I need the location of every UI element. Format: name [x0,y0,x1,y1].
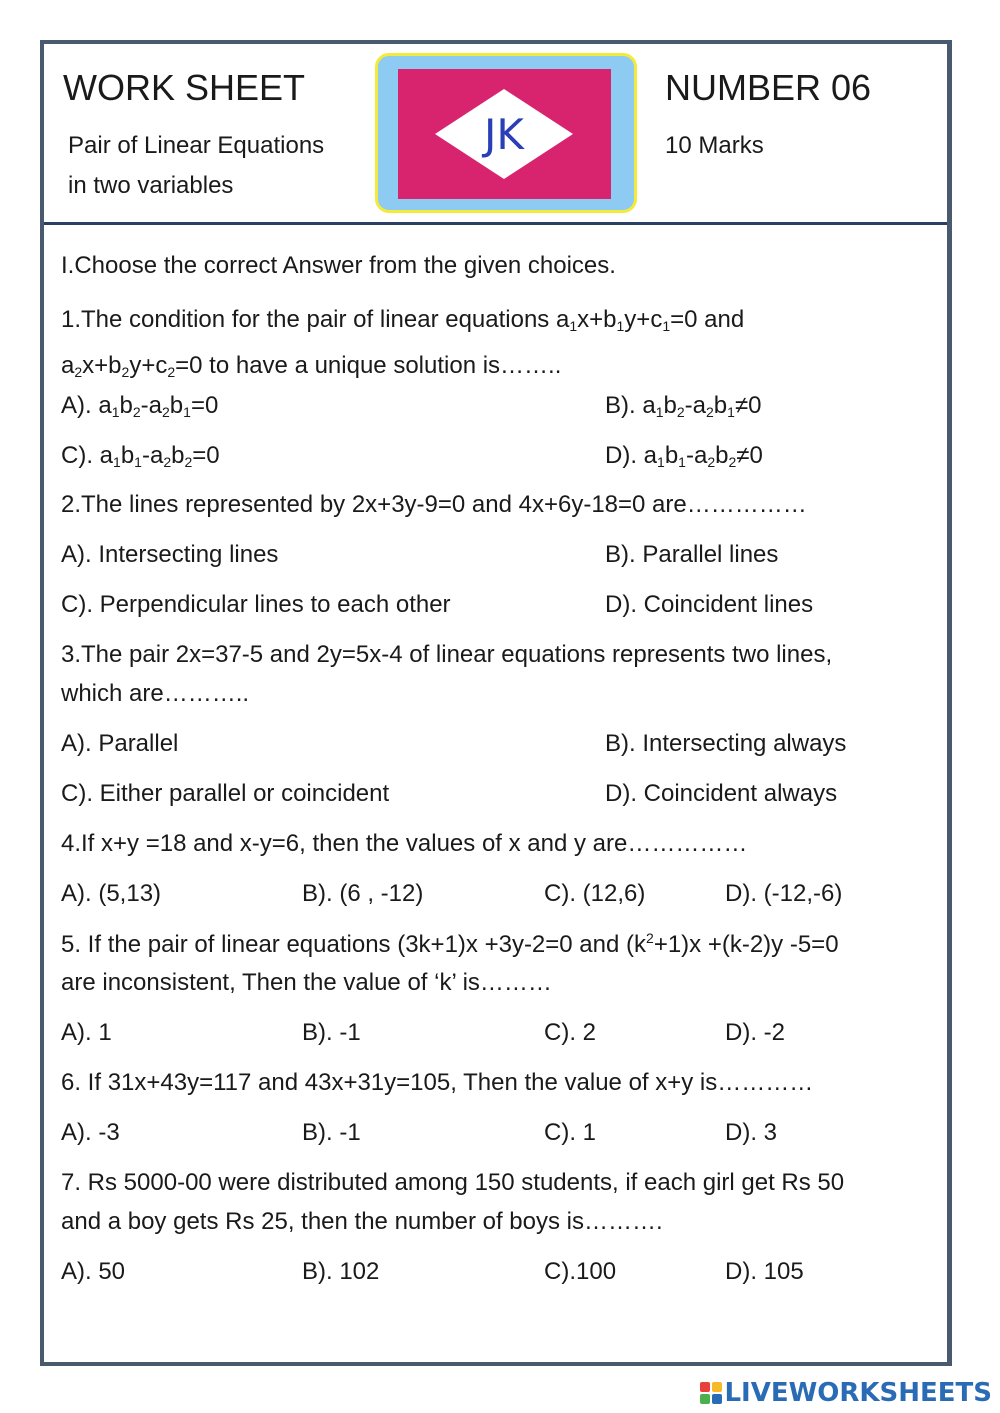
worksheet-header [44,44,947,225]
question-3-line-2: which are……….. [61,680,250,707]
q4-option-b[interactable]: B). (6 , -12) [302,880,424,907]
question-2: 2.The lines represented by 2x+3y-9=0 and 4x+6y-18=0 are…………… [61,491,807,518]
logo-text: JK [484,110,524,159]
brand-name: LIVEWORKSHEETS [724,1378,992,1408]
q7-option-c[interactable]: C).100 [544,1258,617,1285]
q3-option-a[interactable]: A). Parallel [61,730,179,757]
icon-square-2 [712,1382,722,1392]
q1-option-a[interactable]: A). $a_1b_2-a_2b_1=0$ [61,392,219,420]
question-1-line-2: $a_2x+b_2y+c_2=0$ to have a unique solution is…….. [61,352,562,380]
q6-option-a[interactable]: A). -3 [61,1119,120,1146]
icon-square-4 [712,1394,722,1404]
question-7-line-1: 7. Rs 5000-00 were distributed among 150 students, if each girl get Rs 50 [61,1169,845,1196]
topic-line-1: Pair of Linear Equations [68,132,325,159]
worksheet-number: NUMBER 06 [665,67,872,108]
q2-option-d[interactable]: D). Coincident lines [605,591,814,618]
q7-option-b[interactable]: B). 102 [302,1258,380,1285]
q5-option-a[interactable]: A). 1 [61,1019,112,1046]
q3-option-b[interactable]: B). Intersecting always [605,730,847,757]
q6-option-b[interactable]: B). -1 [302,1119,361,1146]
q2-option-a[interactable]: A). Intersecting lines [61,541,279,568]
question-5-line-1: 5. If the pair of linear equations (3k+1)x +3y-2=0 and $(k^2+1)x +(k-2)y$ -5=0 [61,930,839,958]
q7-option-d[interactable]: D). 105 [725,1258,804,1285]
instruction: I.Choose the correct Answer from the given choices. [61,252,616,279]
jk-logo [375,53,637,213]
q1-option-b[interactable]: B). $a_1b_2-a_2b_1\ne 0$ [605,392,762,420]
marks-label: 10 Marks [665,132,764,159]
question-1-line-1: 1.The condition for the pair of linear equations $a_1x+b_1y+c_1=0$ and [61,306,745,334]
question-4: 4.If x+y =18 and x-y=6, then the values of x and y are…………… [61,830,748,857]
icon-square-1 [700,1382,710,1392]
worksheet-title: WORK SHEET [63,67,306,108]
q6-option-c[interactable]: C). 1 [544,1119,597,1146]
question-3-line-1: 3.The pair 2x=37-5 and 2y=5x-4 of linear equations represents two lines, [61,641,833,668]
q2-option-b[interactable]: B). Parallel lines [605,541,779,568]
q5-option-c[interactable]: C). 2 [544,1019,597,1046]
q3-option-c[interactable]: C). Either parallel or coincident [61,780,390,807]
question-6: 6. If 31x+43y=117 and 43x+31y=105, Then the value of x+y is………… [61,1069,814,1096]
q1-option-d[interactable]: D). $a_1b_1-a_2b_2\ne 0$ [605,442,763,470]
icon-square-3 [700,1394,710,1404]
question-7-line-2: and a boy gets Rs 25, then the number of boys is………. [61,1208,663,1235]
question-1 [61,300,939,392]
liveworksheets-icon [700,1382,722,1404]
q7-option-a[interactable]: A). 50 [61,1258,126,1285]
q6-option-d[interactable]: D). 3 [725,1119,778,1146]
q5-option-d[interactable]: D). -2 [725,1019,785,1046]
liveworksheets-logo[interactable] [700,1378,992,1408]
topic-line-2: in two variables [68,172,234,199]
logo-panel [398,69,611,199]
question-5-line-2: are inconsistent, Then the value of ‘k’ is……… [61,969,552,996]
q4-option-c[interactable]: C). (12,6) [544,880,646,907]
q3-option-d[interactable]: D). Coincident always [605,780,838,807]
q4-option-d[interactable]: D). (-12,-6) [725,880,843,907]
worksheet [40,40,952,1366]
q1-text: 1.The condition for the pair of linear equations a [61,306,570,333]
diamond-icon [398,69,611,199]
q5-option-b[interactable]: B). -1 [302,1019,361,1046]
q4-option-a[interactable]: A). (5,13) [61,880,162,907]
q2-option-c[interactable]: C). Perpendicular lines to each other [61,591,451,618]
q1-option-c[interactable]: C). $a_1b_1-a_2b_2=0$ [61,442,220,470]
